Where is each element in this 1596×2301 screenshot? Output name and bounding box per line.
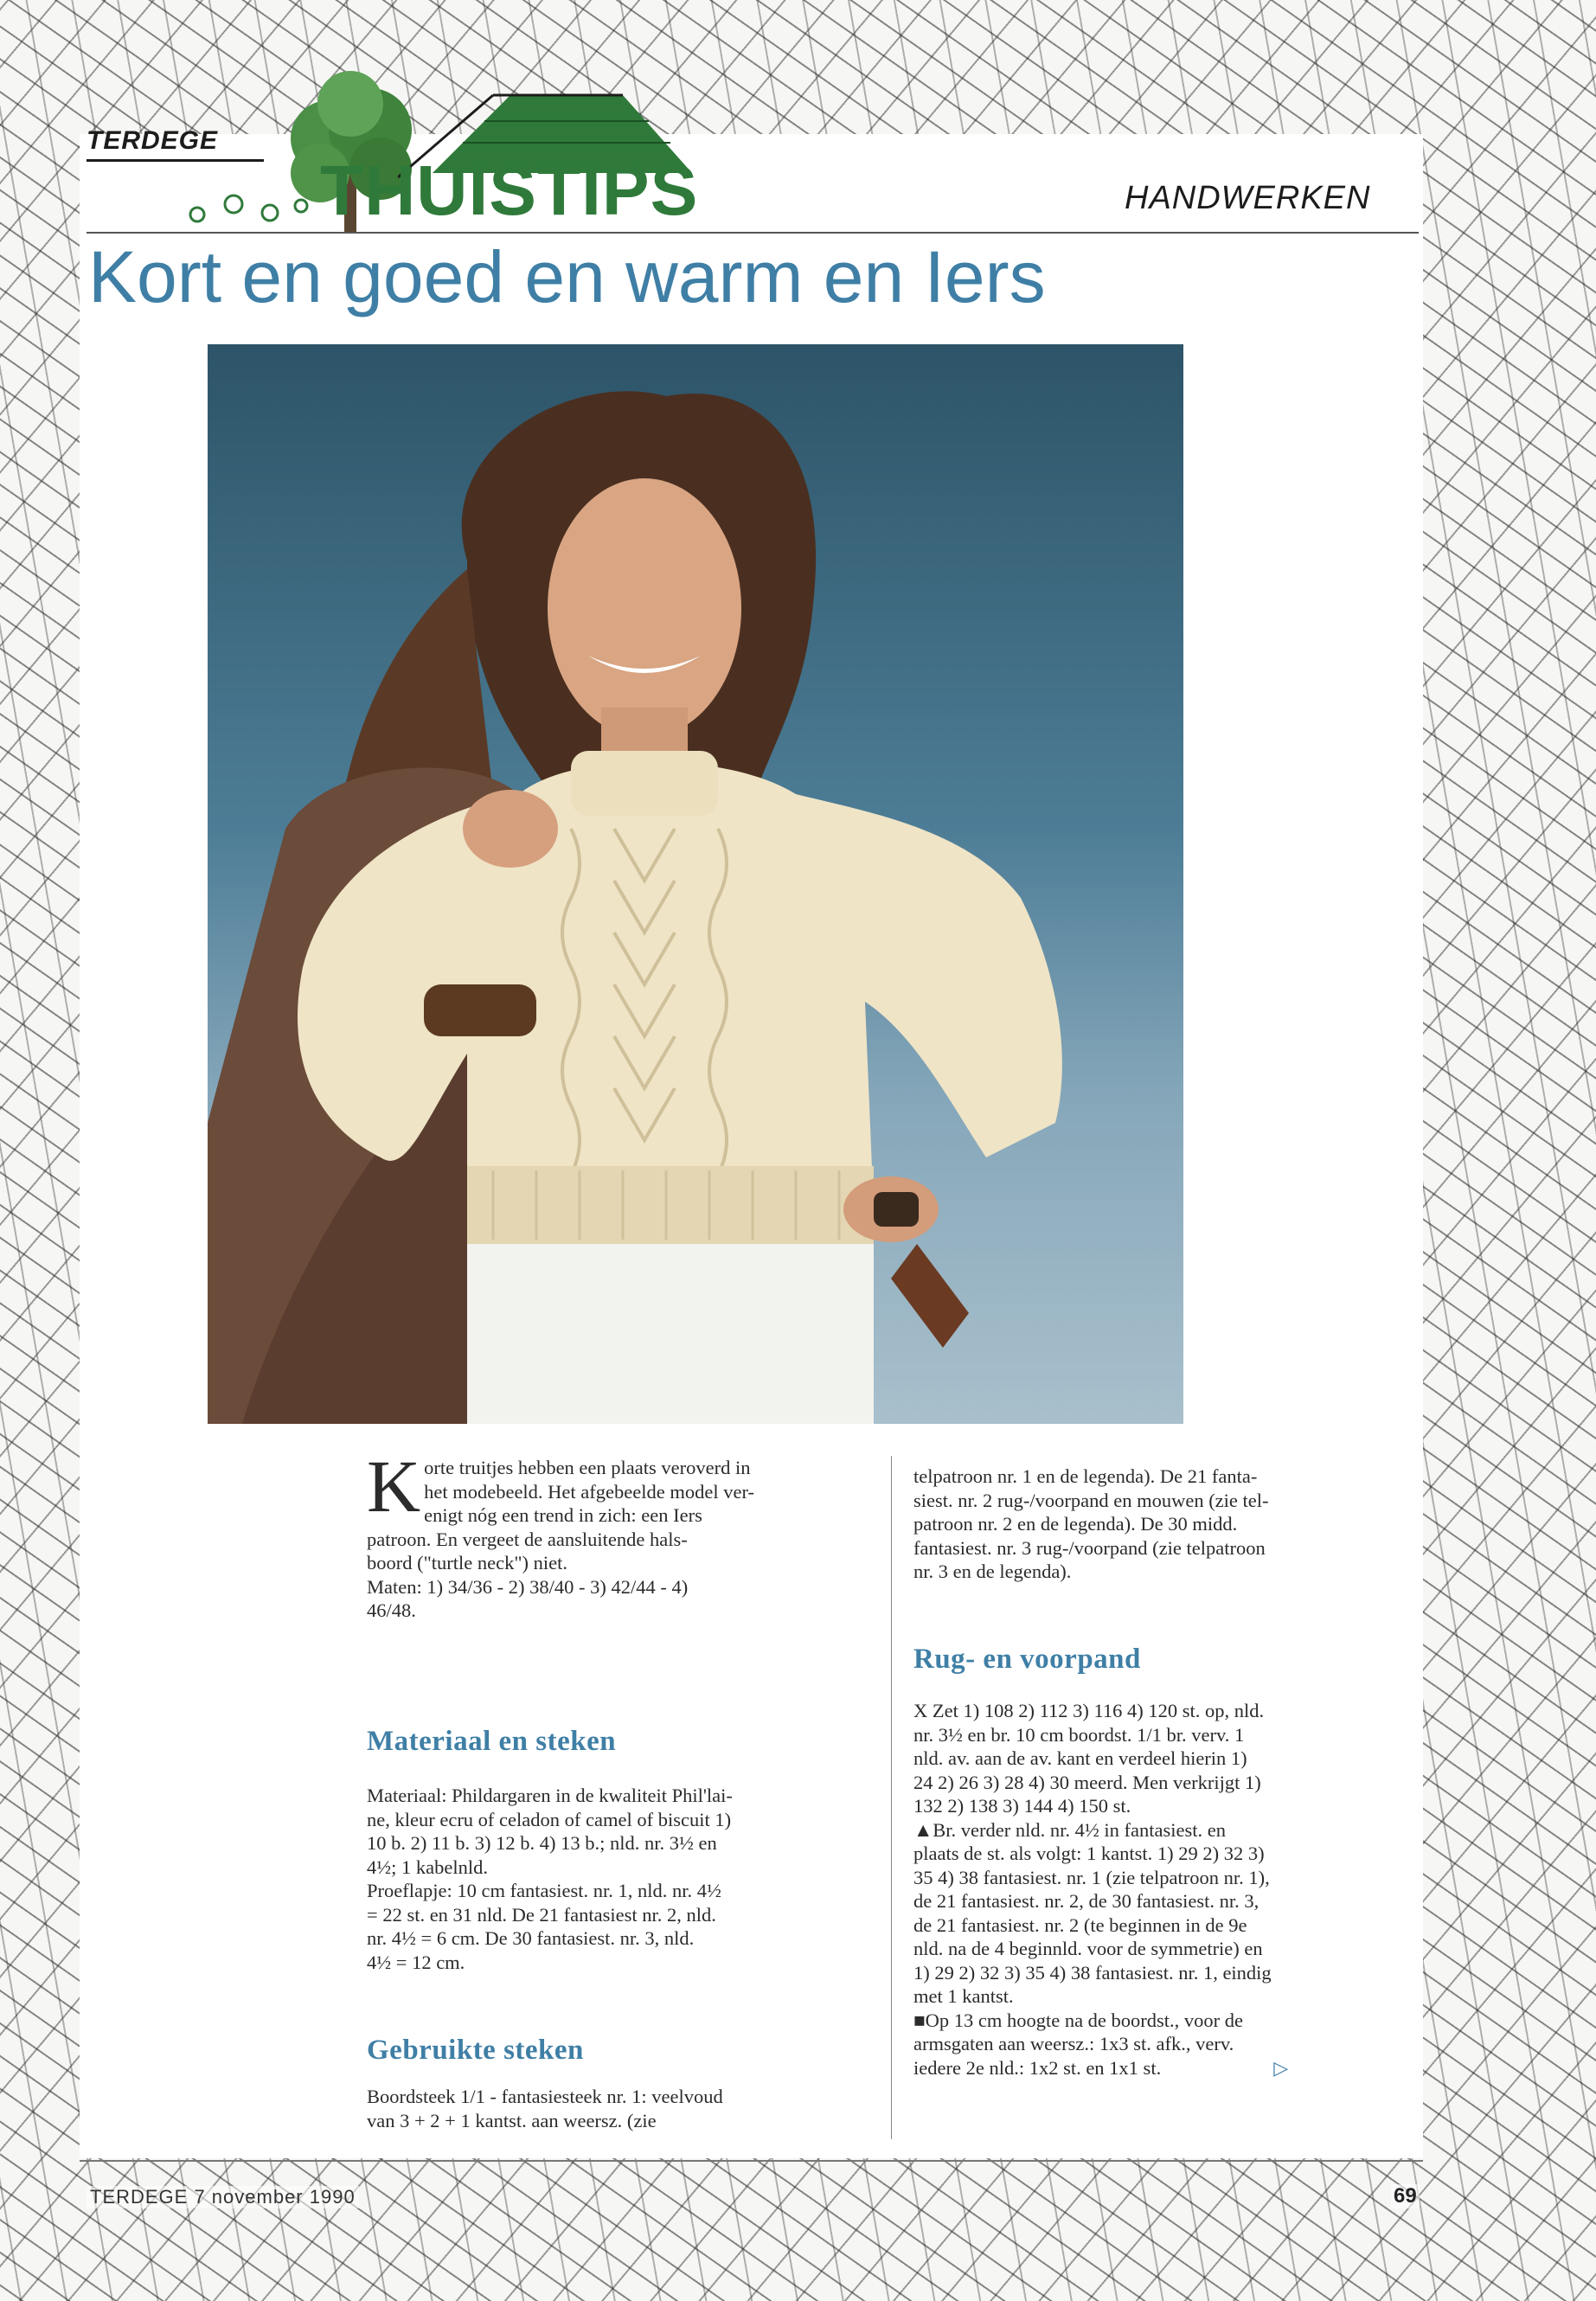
materiaal-line: Materiaal: Phildargaren in de kwaliteit Phil'lai-	[367, 1785, 733, 1806]
heading-materiaal: Materiaal en steken	[367, 1726, 617, 1757]
right-intro-line: patroon nr. 2 en de legenda). De 30 midd.	[913, 1513, 1238, 1535]
rug-line: 35 4) 38 fantasiest. nr. 1 (zie telpatroon nr. 1),	[913, 1866, 1270, 1888]
brand-underline	[87, 159, 264, 162]
gebruikte-line: van 3 + 2 + 1 kantst. aan weersz. (zie	[367, 2109, 657, 2131]
thuistips-logo	[87, 69, 699, 242]
rug-line: 24 2) 26 3) 28 4) 30 meerd. Men verkrijgt 1)	[913, 1771, 1261, 1793]
rug-line: ■Op 13 cm hoogte na de boordst., voor de	[913, 2009, 1244, 2031]
heading-rug-voorpand: Rug- en voorpand	[913, 1644, 1141, 1675]
gebruikte-line: Boordsteek 1/1 - fantasiesteek nr. 1: veelvoud	[367, 2086, 723, 2107]
right-intro-text	[913, 1465, 1415, 1584]
right-intro-line: telpatroon nr. 1 en de legenda). De 21 fanta-	[913, 1465, 1258, 1487]
rug-line: armsgaten aan weersz.: 1x3 st. afk., verv.	[913, 2033, 1234, 2054]
logo-title: THUISTIPS	[320, 151, 699, 230]
rug-line: ▲Br. verder nld. nr. 4½ in fantasiest. en	[913, 1818, 1226, 1841]
model-photo	[208, 344, 1183, 1424]
materiaal-line: 10 b. 2) 11 b. 3) 12 b. 4) 13 b.; nld. nr. 3½ en	[367, 1832, 717, 1854]
rug-line: 1) 29 2) 32 3) 35 4) 38 fantasiest. nr. 1, eindig	[913, 1961, 1272, 1984]
brand-terdege: TERDEGE	[87, 126, 219, 155]
rug-line: nr. 3½ en br. 10 cm boordst. 1/1 br. verv. 1	[913, 1723, 1245, 1746]
rug-line: met 1 kantst.	[913, 1985, 1014, 2007]
rug-line: plaats de st. als volgt: 1 kantst. 1) 29 2) 32 3)	[913, 1843, 1265, 1864]
materiaal-line: ne, kleur ecru of celadon of camel of biscuit 1)	[367, 1808, 732, 1830]
footer-issue: TERDEGE 7 november 1990	[87, 2186, 359, 2208]
rug-line: de 21 fantasiest. nr. 2, de 30 fantasiest. nr. 3,	[913, 1890, 1259, 1912]
header-rule	[87, 232, 1419, 234]
dropcap: K	[367, 1445, 421, 1528]
section-label: HANDWERKEN	[1125, 180, 1371, 216]
rug-text	[913, 1699, 1415, 2080]
rug-line	[913, 2056, 1415, 2080]
footer-rule	[80, 2160, 1423, 2162]
intro-line: Maten: 1) 34/36 - 2) 38/40 - 3) 42/44 - 4)	[367, 1575, 689, 1598]
right-intro-line: fantasiest. nr. 3 rug-/voorpand (zie telpatroon	[913, 1536, 1266, 1559]
intro-line: het modebeeld. Het afgebeelde model ver-	[424, 1480, 754, 1503]
gebruikte-text	[367, 2085, 869, 2132]
intro-line: orte truitjes hebben een plaats veroverd in	[424, 1457, 751, 1478]
article-title: Kort en goed en warm en Iers	[88, 236, 1046, 317]
right-intro-line: siest. nr. 2 rug-/voorpand en mouwen (zie tel-	[913, 1489, 1269, 1511]
materiaal-line: 4½; 1 kabelnld.	[367, 1856, 488, 1878]
intro-line: patroon. En vergeet de aansluitende hals-	[367, 1528, 688, 1550]
materiaal-text	[367, 1784, 869, 1974]
materiaal-line: 4½ = 12 cm.	[367, 1951, 465, 1973]
rug-line: de 21 fantasiest. nr. 2 (te beginnen in de 9e	[913, 1913, 1247, 1936]
rug-line: 132 2) 138 3) 144 4) 150 st.	[913, 1795, 1131, 1817]
continue-arrow-icon: ▷	[1273, 2056, 1289, 2079]
flowers-icon	[180, 180, 318, 232]
materiaal-line: nr. 4½ = 6 cm. De 30 fantasiest. nr. 3, nld.	[367, 1927, 695, 1949]
intro-line: enigt nóg een trend in zich: een Iers	[424, 1504, 702, 1526]
rug-line: nld. na de 4 beginnld. voor de symmetrie) en	[913, 1938, 1263, 1959]
page-number: 69	[1391, 2184, 1420, 2208]
right-intro-line: nr. 3 en de legenda).	[913, 1561, 1072, 1582]
rug-line: nld. av. aan de av. kant en verdeel hierin 1)	[913, 1747, 1247, 1769]
intro-text	[367, 1445, 864, 1623]
intro-line: 46/48.	[367, 1599, 416, 1621]
materiaal-line: Proeflapje: 10 cm fantasiest. nr. 1, nld. nr. 4½	[367, 1880, 721, 1901]
photo-illustration	[208, 344, 1183, 1424]
column-divider	[891, 1456, 892, 2139]
rug-line: X Zet 1) 108 2) 112 3) 116 4) 120 st. op, nld.	[913, 1700, 1265, 1721]
intro-line: boord ("turtle neck") niet.	[367, 1552, 568, 1574]
heading-gebruikte-steken: Gebruikte steken	[367, 2035, 584, 2066]
rug-last-line: iedere 2e nld.: 1x2 st. en 1x1 st.	[913, 2056, 1162, 2079]
materiaal-line: = 22 st. en 31 nld. De 21 fantasiest nr. 2, nld.	[367, 1903, 716, 1926]
